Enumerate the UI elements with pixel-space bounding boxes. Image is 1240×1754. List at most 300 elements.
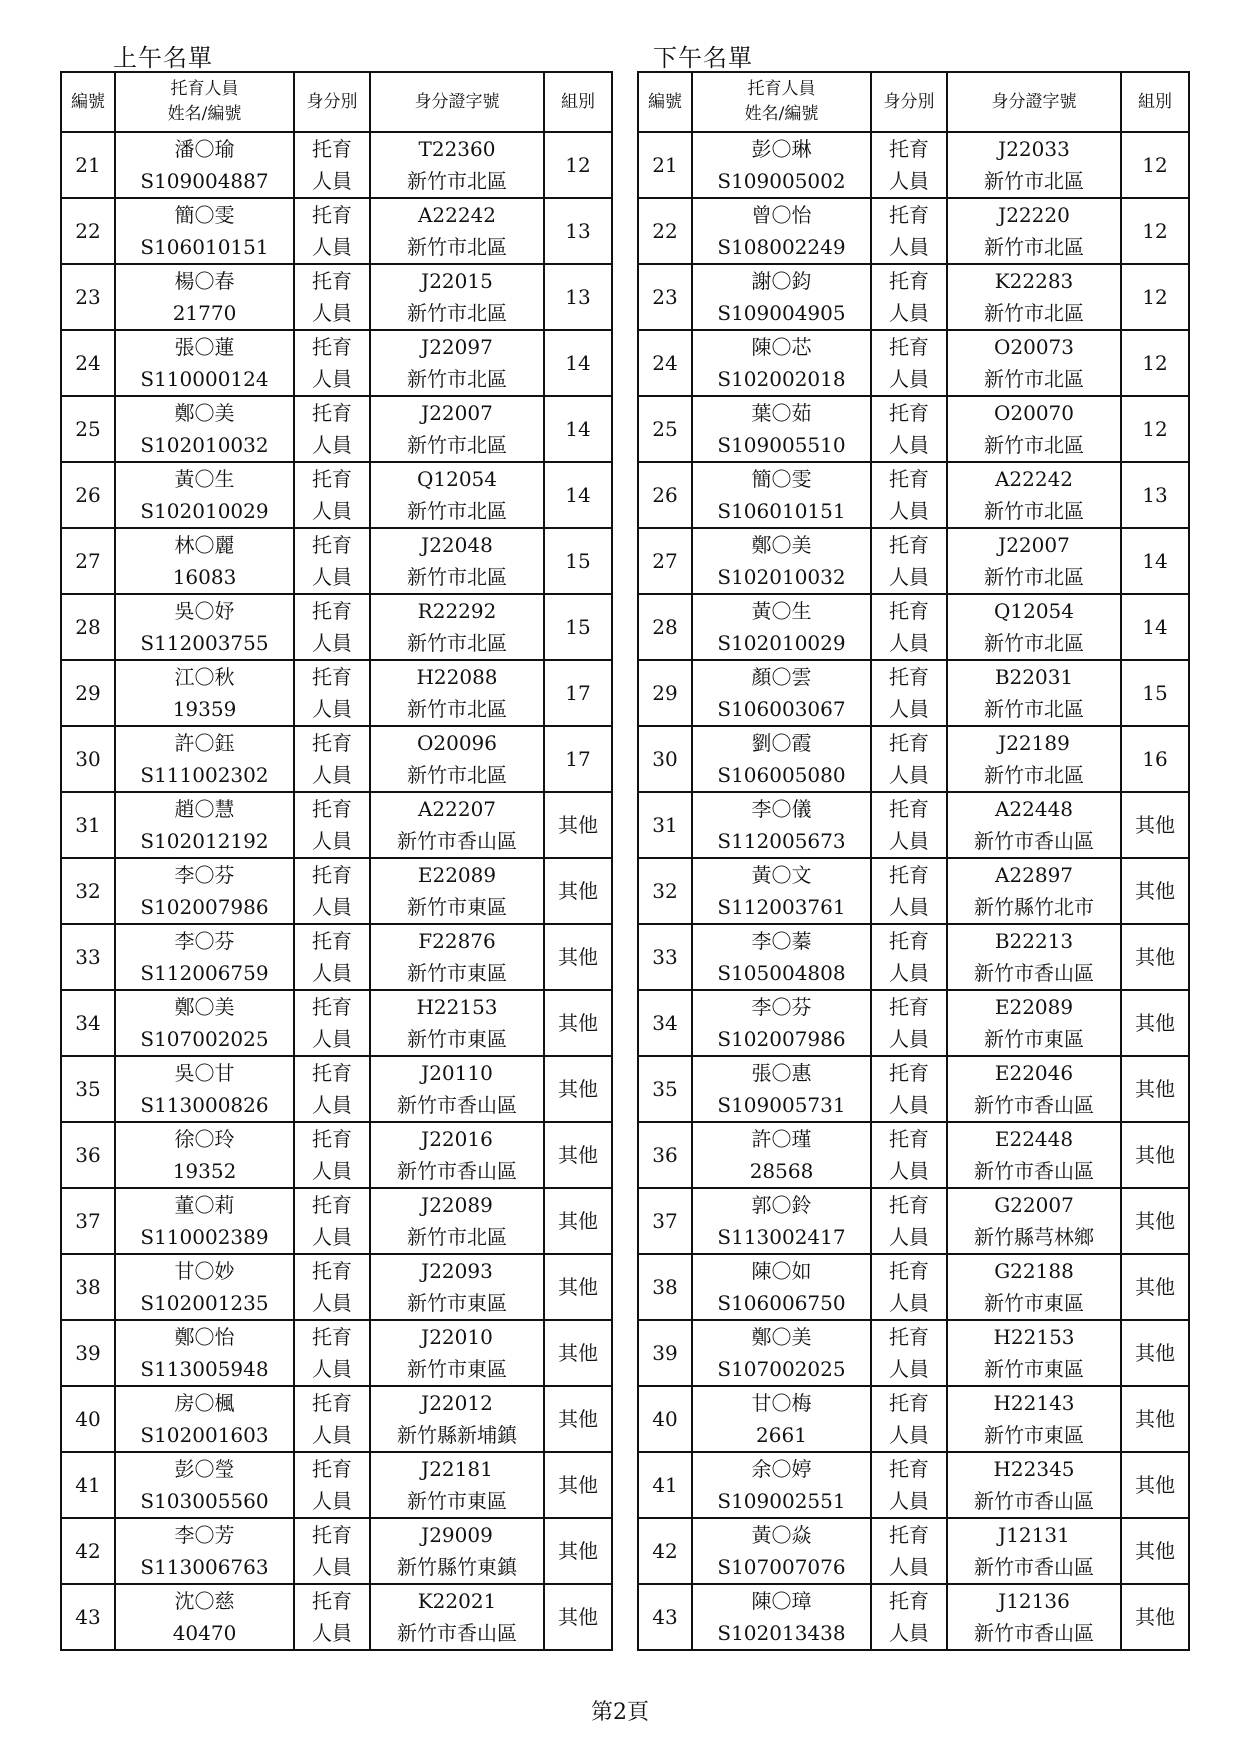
id-number: H22153	[993, 1325, 1075, 1349]
staff-name: 徐〇玲	[174, 1127, 235, 1151]
staff-code: S102010029	[717, 631, 846, 655]
id-district: 新竹市北區	[407, 1225, 507, 1249]
am-table-header	[61, 72, 612, 132]
staff-name: 葉〇茹	[751, 401, 812, 425]
id-number: Q12054	[993, 599, 1075, 623]
staff-code: S109004887	[140, 169, 269, 193]
group-cell: 12	[1121, 132, 1189, 198]
identity-line2: 人員	[312, 367, 352, 391]
am-roster-table	[60, 71, 613, 1651]
group-cell: 其他	[1121, 792, 1189, 858]
group-cell: 其他	[544, 1584, 612, 1650]
staff-code: S102010029	[140, 499, 269, 523]
table-row	[638, 1254, 1189, 1320]
table-row	[61, 1320, 612, 1386]
group-cell: 其他	[544, 1188, 612, 1254]
staff-cell	[115, 1518, 294, 1584]
identity-line1: 托育	[312, 1259, 352, 1283]
row-number: 23	[638, 264, 692, 330]
staff-cell	[115, 528, 294, 594]
identity-cell	[871, 198, 947, 264]
table-row	[61, 1452, 612, 1518]
id-number: J22007	[421, 401, 493, 425]
identity-line1: 托育	[312, 1061, 352, 1085]
group-cell: 12	[544, 132, 612, 198]
row-number: 38	[638, 1254, 692, 1320]
id-cell	[947, 132, 1121, 198]
identity-cell	[294, 1386, 370, 1452]
id-district: 新竹市東區	[407, 1489, 507, 1513]
staff-cell	[115, 1584, 294, 1650]
identity-line2: 人員	[889, 499, 929, 523]
id-cell	[947, 1320, 1121, 1386]
id-district: 新竹市北區	[984, 433, 1084, 457]
identity-line2: 人員	[312, 499, 352, 523]
id-district: 新竹市東區	[407, 1027, 507, 1051]
identity-line2: 人員	[889, 433, 929, 457]
col-header-staff-line2: 姓名/編號	[167, 104, 242, 124]
id-district: 新竹市東區	[984, 1291, 1084, 1315]
id-district: 新竹市北區	[407, 367, 507, 391]
table-row	[638, 462, 1189, 528]
identity-cell	[871, 726, 947, 792]
pm-table-header	[638, 72, 1189, 132]
staff-code: S112003755	[140, 631, 269, 655]
identity-line2: 人員	[312, 1093, 352, 1117]
staff-name: 劉〇霞	[751, 731, 812, 755]
staff-name: 李〇儀	[751, 797, 812, 821]
id-number: H22088	[416, 665, 498, 689]
table-row	[638, 1056, 1189, 1122]
id-number: A22242	[417, 203, 497, 227]
id-cell	[947, 792, 1121, 858]
staff-cell	[115, 1254, 294, 1320]
id-cell	[947, 924, 1121, 990]
staff-name: 曾〇怡	[751, 203, 812, 227]
staff-cell	[115, 1122, 294, 1188]
id-number: H22153	[416, 995, 498, 1019]
identity-line1: 托育	[312, 1589, 352, 1613]
table-row	[638, 1386, 1189, 1452]
group-cell: 13	[544, 264, 612, 330]
identity-line1: 托育	[889, 1061, 929, 1085]
table-row	[61, 1056, 612, 1122]
id-number: J22189	[998, 731, 1070, 755]
staff-code: 16083	[172, 565, 237, 589]
identity-line1: 托育	[312, 467, 352, 491]
staff-cell	[115, 924, 294, 990]
col-header-number: 編號	[61, 72, 115, 132]
staff-code: S102013438	[717, 1621, 846, 1645]
id-number: H22345	[993, 1457, 1075, 1481]
staff-cell	[692, 1320, 871, 1386]
identity-line2: 人員	[312, 1225, 352, 1249]
id-cell	[947, 990, 1121, 1056]
staff-code: S112003761	[717, 895, 846, 919]
table-row	[638, 594, 1189, 660]
staff-code: S102001603	[140, 1423, 269, 1447]
id-cell	[947, 858, 1121, 924]
staff-cell	[692, 726, 871, 792]
id-cell	[370, 330, 544, 396]
staff-cell	[115, 726, 294, 792]
table-row	[638, 264, 1189, 330]
identity-cell	[871, 1452, 947, 1518]
group-cell: 其他	[1121, 1386, 1189, 1452]
row-number: 27	[61, 528, 115, 594]
identity-cell	[294, 330, 370, 396]
row-number: 42	[638, 1518, 692, 1584]
row-number: 41	[61, 1452, 115, 1518]
staff-cell	[692, 1518, 871, 1584]
identity-line1: 托育	[312, 1325, 352, 1349]
identity-cell	[294, 1056, 370, 1122]
row-number: 43	[638, 1584, 692, 1650]
staff-name: 甘〇妙	[174, 1259, 235, 1283]
group-cell: 其他	[1121, 990, 1189, 1056]
identity-cell	[871, 792, 947, 858]
identity-line2: 人員	[312, 433, 352, 457]
id-district: 新竹縣芎林鄉	[974, 1225, 1094, 1249]
identity-line2: 人員	[312, 1357, 352, 1381]
id-district: 新竹市香山區	[974, 829, 1094, 853]
id-district: 新竹市北區	[984, 499, 1084, 523]
identity-line1: 托育	[889, 269, 929, 293]
am-table-body	[61, 132, 612, 1650]
identity-cell	[294, 1320, 370, 1386]
identity-line2: 人員	[889, 1159, 929, 1183]
row-number: 26	[638, 462, 692, 528]
id-district: 新竹市北區	[407, 169, 507, 193]
id-cell	[947, 396, 1121, 462]
staff-code: S106003067	[717, 697, 846, 721]
table-row	[61, 1188, 612, 1254]
id-cell	[370, 528, 544, 594]
identity-line1: 托育	[312, 203, 352, 227]
identity-line2: 人員	[312, 1159, 352, 1183]
group-cell: 其他	[1121, 1056, 1189, 1122]
id-number: J29009	[421, 1523, 493, 1547]
row-number: 34	[61, 990, 115, 1056]
staff-code: S106010151	[140, 235, 269, 259]
row-number: 27	[638, 528, 692, 594]
id-district: 新竹市香山區	[397, 1159, 517, 1183]
id-number: B22213	[994, 929, 1074, 953]
staff-cell	[115, 858, 294, 924]
id-number: J22007	[998, 533, 1070, 557]
row-number: 43	[61, 1584, 115, 1650]
table-row	[61, 198, 612, 264]
id-cell	[370, 990, 544, 1056]
id-cell	[370, 726, 544, 792]
staff-cell	[692, 1452, 871, 1518]
id-district: 新竹市北區	[407, 763, 507, 787]
identity-line2: 人員	[889, 565, 929, 589]
staff-cell	[115, 1452, 294, 1518]
identity-line2: 人員	[889, 829, 929, 853]
table-row	[638, 660, 1189, 726]
identity-line1: 托育	[312, 1523, 352, 1547]
group-cell: 其他	[544, 792, 612, 858]
group-cell: 其他	[1121, 1122, 1189, 1188]
row-number: 32	[61, 858, 115, 924]
group-cell: 其他	[1121, 858, 1189, 924]
id-district: 新竹市東區	[407, 1291, 507, 1315]
staff-code: S105004808	[717, 961, 846, 985]
group-cell: 17	[544, 660, 612, 726]
id-cell	[947, 726, 1121, 792]
identity-line1: 托育	[889, 203, 929, 227]
row-number: 35	[638, 1056, 692, 1122]
staff-name: 董〇莉	[174, 1193, 235, 1217]
staff-cell	[692, 528, 871, 594]
table-row	[61, 924, 612, 990]
staff-name: 張〇惠	[751, 1061, 812, 1085]
group-cell: 12	[1121, 396, 1189, 462]
id-number: J22097	[421, 335, 493, 359]
id-number: J22089	[421, 1193, 493, 1217]
col-header-staff-line1: 托育人員	[747, 79, 816, 99]
staff-name: 許〇瑾	[751, 1127, 812, 1151]
id-district: 新竹市北區	[984, 565, 1084, 589]
id-number: O20073	[993, 335, 1075, 359]
id-cell	[947, 594, 1121, 660]
row-number: 28	[61, 594, 115, 660]
id-district: 新竹市香山區	[974, 961, 1094, 985]
id-cell	[370, 660, 544, 726]
staff-name: 李〇芬	[174, 929, 235, 953]
table-row	[61, 792, 612, 858]
staff-code: S109002551	[717, 1489, 846, 1513]
identity-cell	[871, 1122, 947, 1188]
col-header-group: 組別	[544, 72, 612, 132]
identity-cell	[294, 1518, 370, 1584]
table-row	[61, 594, 612, 660]
table-row	[61, 1122, 612, 1188]
identity-line2: 人員	[312, 1291, 352, 1315]
staff-name: 趙〇慧	[174, 797, 235, 821]
staff-code: S113005948	[140, 1357, 269, 1381]
col-header-identity: 身分別	[294, 72, 370, 132]
staff-name: 黃〇文	[751, 863, 812, 887]
staff-code: S107007076	[717, 1555, 846, 1579]
identity-line1: 托育	[312, 1391, 352, 1415]
id-cell	[370, 264, 544, 330]
staff-name: 黃〇生	[174, 467, 235, 491]
staff-cell	[115, 462, 294, 528]
staff-cell	[115, 132, 294, 198]
table-row	[638, 858, 1189, 924]
staff-cell	[115, 660, 294, 726]
id-district: 新竹市北區	[407, 565, 507, 589]
group-cell: 15	[544, 594, 612, 660]
identity-line2: 人員	[889, 1489, 929, 1513]
id-number: R22292	[417, 599, 497, 623]
identity-line1: 托育	[889, 533, 929, 557]
group-cell: 13	[1121, 462, 1189, 528]
row-number: 33	[61, 924, 115, 990]
staff-code: 19359	[172, 697, 237, 721]
table-row	[61, 990, 612, 1056]
id-number: E22089	[417, 863, 497, 887]
staff-name: 吳〇甘	[174, 1061, 235, 1085]
id-cell	[947, 1056, 1121, 1122]
id-number: J22048	[421, 533, 493, 557]
table-row	[638, 1584, 1189, 1650]
row-number: 37	[638, 1188, 692, 1254]
id-number: J22181	[421, 1457, 493, 1481]
row-number: 25	[61, 396, 115, 462]
id-cell	[370, 792, 544, 858]
col-header-staff	[692, 72, 871, 132]
identity-cell	[294, 1188, 370, 1254]
staff-cell	[115, 594, 294, 660]
id-cell	[370, 1386, 544, 1452]
id-number: A22897	[994, 863, 1074, 887]
id-number: K22021	[417, 1589, 497, 1613]
staff-code: S113002417	[717, 1225, 846, 1249]
group-cell: 14	[544, 462, 612, 528]
staff-cell	[692, 330, 871, 396]
id-cell	[370, 858, 544, 924]
id-number: G22007	[994, 1193, 1074, 1217]
row-number: 31	[61, 792, 115, 858]
row-number: 33	[638, 924, 692, 990]
id-district: 新竹市香山區	[397, 1093, 517, 1117]
id-number: E22089	[994, 995, 1074, 1019]
identity-cell	[871, 1320, 947, 1386]
row-number: 40	[61, 1386, 115, 1452]
identity-line2: 人員	[889, 169, 929, 193]
id-number: J22016	[421, 1127, 493, 1151]
identity-line1: 托育	[312, 797, 352, 821]
identity-cell	[871, 1188, 947, 1254]
group-cell: 其他	[1121, 924, 1189, 990]
id-cell	[947, 198, 1121, 264]
table-row	[638, 924, 1189, 990]
staff-cell	[115, 990, 294, 1056]
group-cell: 其他	[1121, 1452, 1189, 1518]
identity-line1: 托育	[889, 1259, 929, 1283]
group-cell: 14	[544, 396, 612, 462]
row-number: 42	[61, 1518, 115, 1584]
identity-cell	[871, 132, 947, 198]
table-row	[638, 990, 1189, 1056]
id-number: H22143	[993, 1391, 1075, 1415]
staff-cell	[692, 396, 871, 462]
group-cell: 其他	[544, 1518, 612, 1584]
table-row	[638, 1452, 1189, 1518]
staff-code: 40470	[172, 1621, 237, 1645]
id-cell	[947, 528, 1121, 594]
staff-code: S102002018	[717, 367, 846, 391]
id-cell	[370, 1320, 544, 1386]
row-number: 25	[638, 396, 692, 462]
row-number: 24	[61, 330, 115, 396]
identity-line1: 托育	[889, 1457, 929, 1481]
id-number: J22033	[998, 137, 1070, 161]
group-cell: 其他	[1121, 1188, 1189, 1254]
id-number: O20070	[993, 401, 1075, 425]
staff-code: 2661	[756, 1423, 807, 1447]
identity-line2: 人員	[889, 1621, 929, 1645]
identity-cell	[294, 1122, 370, 1188]
identity-cell	[294, 990, 370, 1056]
id-district: 新竹市東區	[984, 1423, 1084, 1447]
table-row	[61, 132, 612, 198]
staff-cell	[692, 792, 871, 858]
identity-cell	[294, 528, 370, 594]
identity-line1: 托育	[312, 665, 352, 689]
row-number: 29	[638, 660, 692, 726]
row-number: 30	[638, 726, 692, 792]
col-header-staff-line2: 姓名/編號	[744, 104, 819, 124]
id-district: 新竹市東區	[407, 895, 507, 919]
staff-name: 黃〇焱	[751, 1523, 812, 1547]
group-cell: 12	[1121, 330, 1189, 396]
staff-name: 李〇芳	[174, 1523, 235, 1547]
identity-line1: 托育	[889, 995, 929, 1019]
row-number: 40	[638, 1386, 692, 1452]
staff-name: 彭〇瑩	[174, 1457, 235, 1481]
id-district: 新竹市香山區	[974, 1159, 1094, 1183]
col-header-identity: 身分別	[871, 72, 947, 132]
staff-code: S113000826	[140, 1093, 269, 1117]
identity-cell	[294, 924, 370, 990]
staff-cell	[692, 594, 871, 660]
id-district: 新竹市東區	[984, 1357, 1084, 1381]
staff-code: S112006759	[140, 961, 269, 985]
id-number: J22015	[421, 269, 493, 293]
identity-cell	[871, 1386, 947, 1452]
staff-name: 鄭〇美	[751, 533, 812, 557]
staff-code: S109004905	[717, 301, 846, 325]
staff-cell	[692, 1386, 871, 1452]
staff-cell	[115, 198, 294, 264]
row-number: 26	[61, 462, 115, 528]
id-cell	[947, 1188, 1121, 1254]
id-district: 新竹市東區	[407, 961, 507, 985]
id-number: E22448	[994, 1127, 1074, 1151]
id-district: 新竹市北區	[984, 169, 1084, 193]
id-number: J22012	[421, 1391, 493, 1415]
id-number: J22010	[421, 1325, 493, 1349]
identity-line2: 人員	[312, 895, 352, 919]
staff-cell	[692, 1056, 871, 1122]
table-row	[61, 1518, 612, 1584]
id-number: J20110	[421, 1061, 493, 1085]
staff-name: 李〇蓁	[751, 929, 812, 953]
group-cell: 其他	[544, 1122, 612, 1188]
staff-code: S102007986	[717, 1027, 846, 1051]
identity-line1: 托育	[889, 1325, 929, 1349]
staff-cell	[692, 132, 871, 198]
row-number: 34	[638, 990, 692, 1056]
id-cell	[947, 1254, 1121, 1320]
id-district: 新竹市北區	[407, 499, 507, 523]
col-header-staff-line1: 托育人員	[170, 79, 239, 99]
staff-code: S106010151	[717, 499, 846, 523]
id-number: A22242	[994, 467, 1074, 491]
staff-code: S110002389	[140, 1225, 269, 1249]
staff-name: 沈〇慈	[174, 1589, 235, 1613]
table-row	[61, 528, 612, 594]
group-cell: 其他	[1121, 1320, 1189, 1386]
identity-line2: 人員	[889, 1555, 929, 1579]
staff-name: 鄭〇怡	[174, 1325, 235, 1349]
staff-cell	[692, 1188, 871, 1254]
group-cell: 其他	[544, 1254, 612, 1320]
